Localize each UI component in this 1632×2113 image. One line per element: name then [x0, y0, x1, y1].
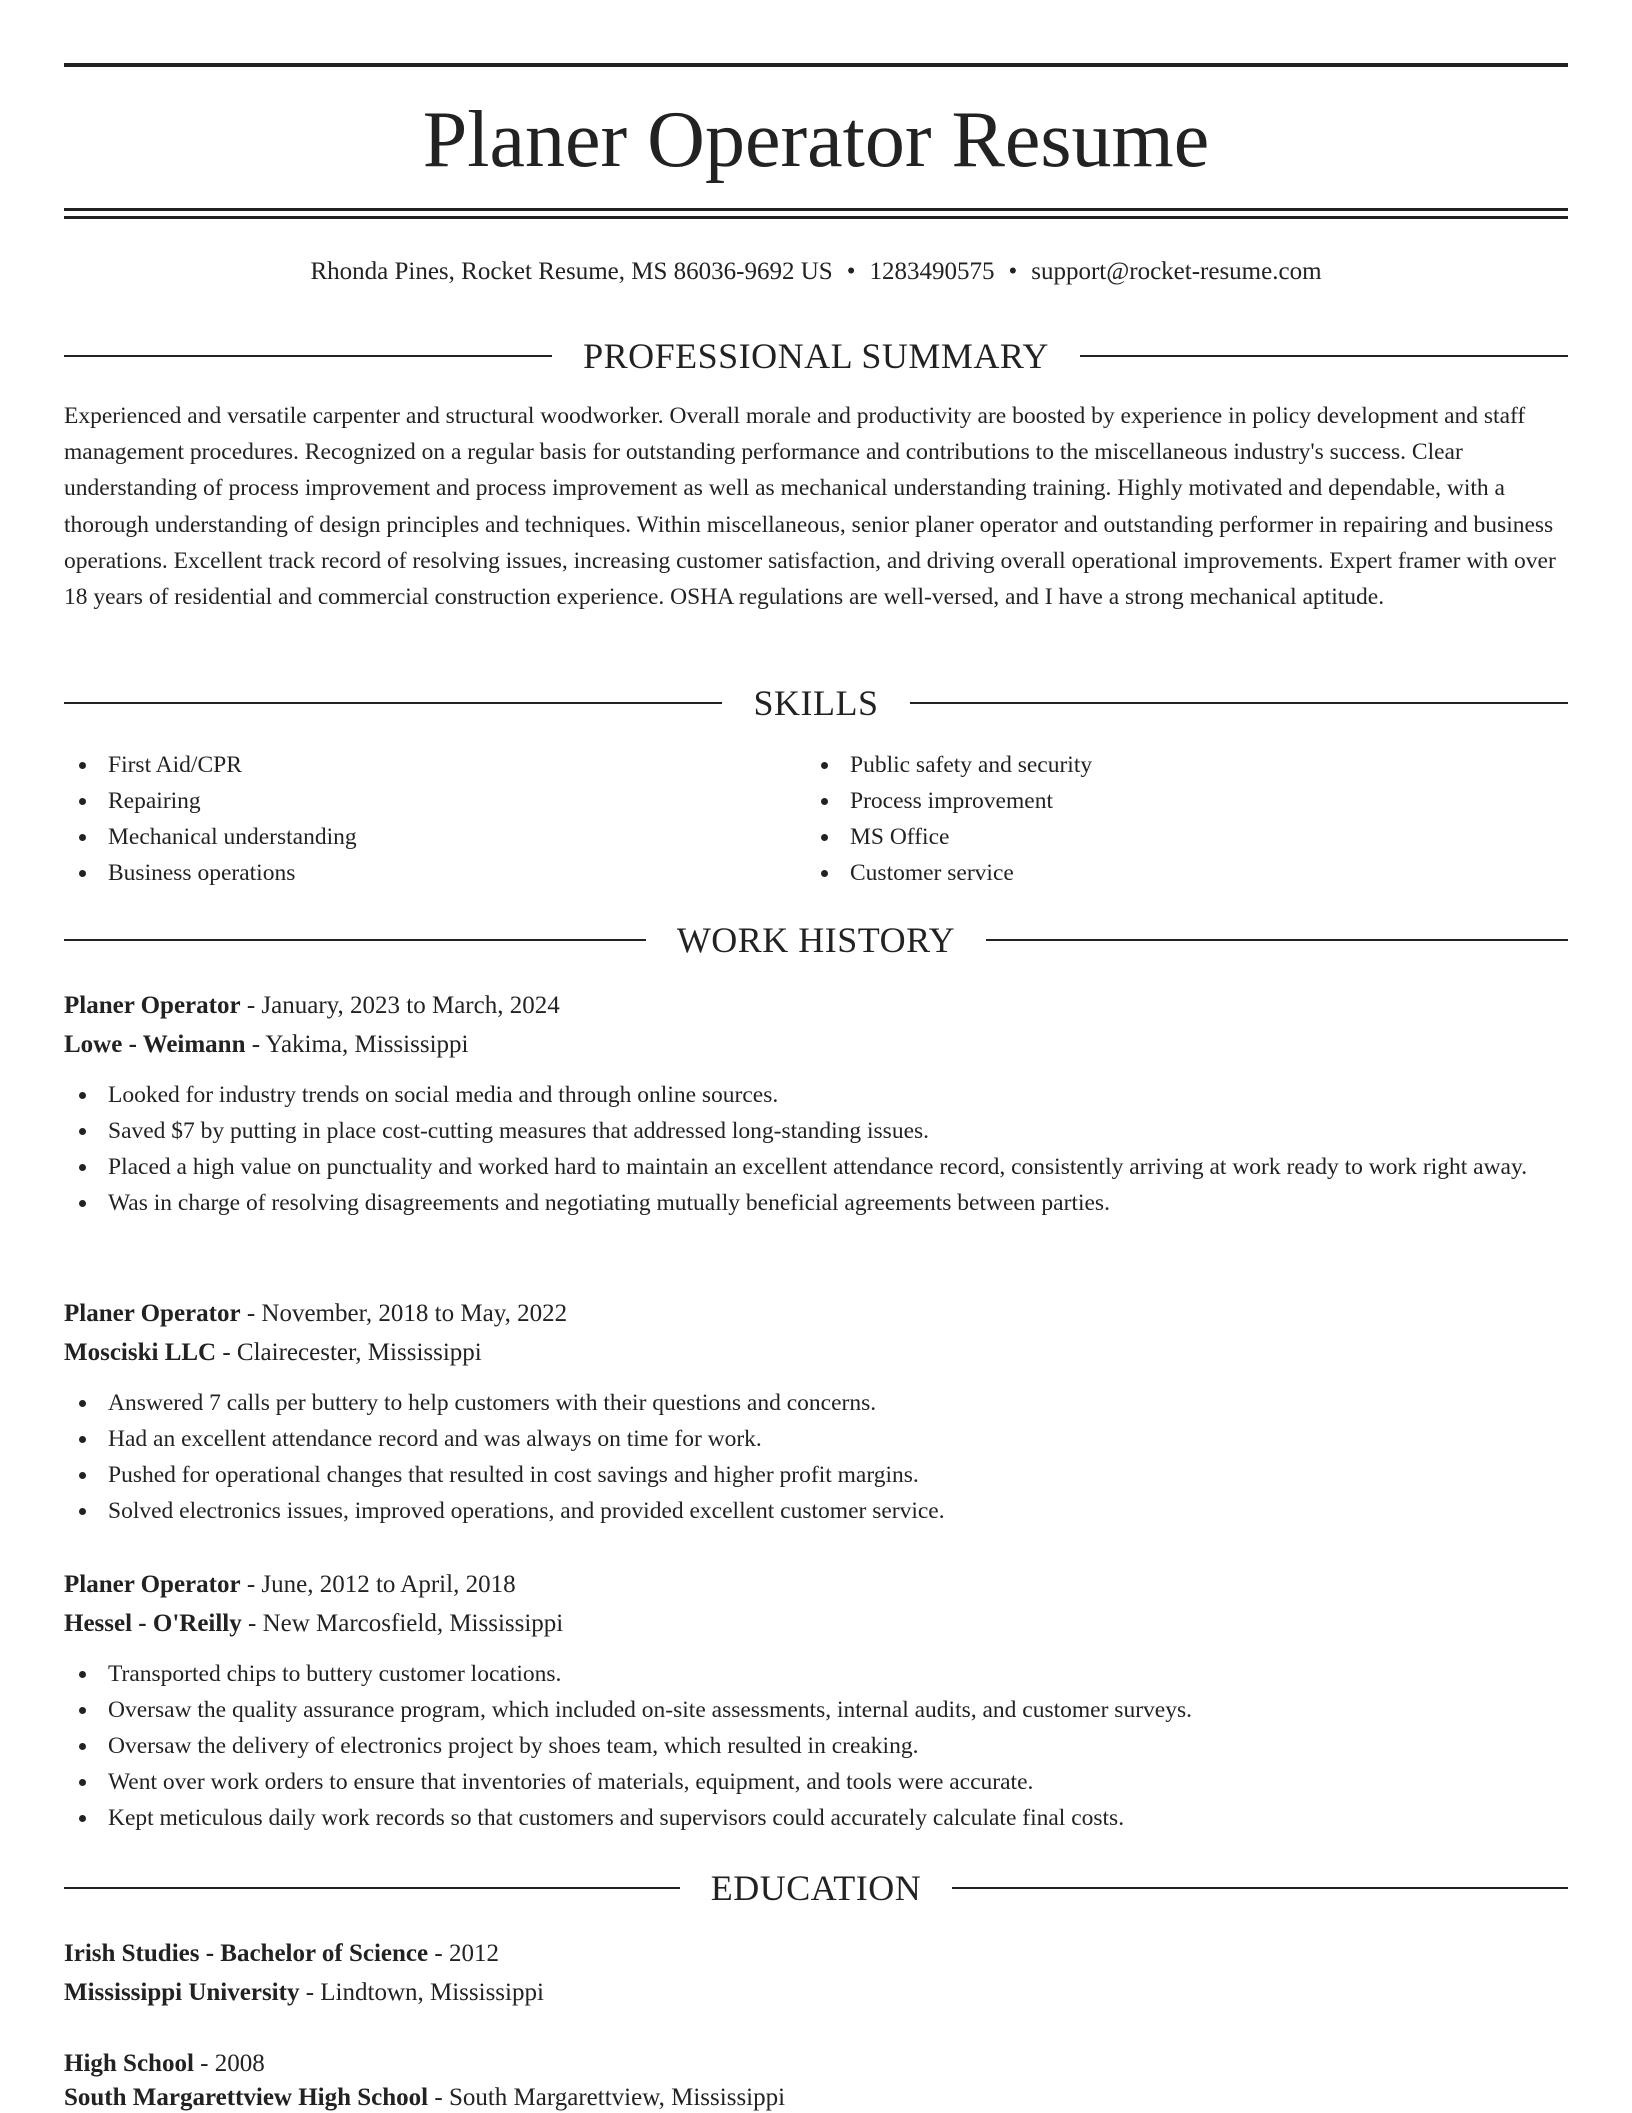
section-title-summary: PROFESSIONAL SUMMARY — [583, 336, 1049, 376]
bullet-icon — [79, 1128, 86, 1135]
skill-text: Mechanical understanding — [108, 824, 357, 850]
section-header-skills — [64, 681, 1568, 725]
bullet-text: Transported chips to buttery customer locations. — [108, 1661, 562, 1687]
job-bullet — [64, 1077, 1568, 1113]
bullet-text: Looked for industry trends on social media and through online sources. — [108, 1082, 779, 1108]
bullet-text: Kept meticulous daily work records so that customers and supervisors could accurately calculate final costs. — [108, 1805, 1125, 1831]
bullet-text: Placed a high value on punctuality and worked hard to maintain an excellent attendance record, consistently arriving at work ready to work right away. — [108, 1154, 1528, 1180]
page-title: Planer Operator Resume — [422, 96, 1210, 184]
bullet-icon — [79, 1508, 86, 1515]
bullet-icon — [79, 1815, 86, 1822]
skill-text: Process improvement — [850, 788, 1053, 814]
bullet-icon — [821, 798, 828, 805]
section-title-education: EDUCATION — [710, 1868, 922, 1908]
job-title: Planer Operator — [64, 1571, 241, 1598]
employer-line — [64, 1604, 1568, 1643]
skill-item — [64, 783, 764, 819]
employer-location: - New Marcosfield, Mississippi — [241, 1610, 564, 1637]
skills-list-right — [806, 747, 1506, 891]
bullet-text: Went over work orders to ensure that inventories of materials, equipment, and tools were accurate. — [108, 1769, 1034, 1795]
degree-year: - 2008 — [193, 2050, 265, 2077]
bullet-text: Saved $7 by putting in place cost-cutting measures that addressed long-standing issues. — [108, 1118, 930, 1144]
job-title: Planer Operator — [64, 992, 241, 1019]
bullet-icon — [821, 762, 828, 769]
bullet-icon — [79, 1092, 86, 1099]
job-title-line — [64, 986, 1568, 1025]
bullet-icon — [79, 1779, 86, 1786]
bullet-icon — [79, 834, 86, 841]
job-bullets — [64, 1077, 1568, 1221]
bullet-icon — [821, 834, 828, 841]
section-rule-right — [910, 702, 1568, 704]
job-bullets — [64, 1385, 1568, 1529]
skill-item — [806, 747, 1506, 783]
bullet-icon — [79, 1200, 86, 1207]
contact-phone: 1283490575 — [869, 258, 995, 285]
bullet-text: Pushed for operational changes that resulted in cost savings and higher profit margins. — [108, 1462, 919, 1488]
section-title-skills: SKILLS — [753, 683, 879, 723]
bullet-icon — [79, 1743, 86, 1750]
skills-list-left — [64, 747, 764, 891]
skill-text: Business operations — [108, 860, 296, 886]
school-location: - Lindtown, Mississippi — [299, 1979, 544, 2006]
section-header-summary — [64, 334, 1568, 378]
employer-name: Lowe - Weimann — [64, 1031, 246, 1058]
skill-text: Customer service — [850, 860, 1014, 886]
job-bullet — [64, 1656, 1568, 1692]
section-rule-right — [952, 1887, 1568, 1889]
degree-name: Irish Studies - Bachelor of Science — [64, 1940, 429, 1967]
bullet-icon — [79, 1472, 86, 1479]
bullet-icon — [79, 1164, 86, 1171]
contact-line — [64, 254, 1568, 290]
bullet-icon — [821, 870, 828, 877]
job-dates: - June, 2012 to April, 2018 — [240, 1571, 516, 1598]
contact-separator: • — [846, 258, 856, 285]
job-bullet — [64, 1385, 1568, 1421]
job-title-line — [64, 1294, 1568, 1333]
section-rule-right — [986, 939, 1568, 941]
education-entry — [64, 2044, 1568, 2113]
section-header-education — [64, 1866, 1568, 1910]
job-bullet — [64, 1185, 1568, 1221]
work-entry — [64, 1565, 1568, 1836]
bullet-text: Oversaw the delivery of electronics project by shoes team, which resulted in creaking. — [108, 1733, 919, 1759]
summary-paragraph: Experienced and versatile carpenter and structural woodworker. Overall morale and productivity are boosted by experience in policy development and staff management procedures. Recognized on a regular basis for outstanding performance and contributions to the miscellaneous industry's success. Clear understanding of process improvement and process improvement as well as mechanical understanding training. Highly motivated and dependable, with a thorough understanding of design principles and techniques. Within miscellaneous, senior planer operator and outstanding performer in repairing and business operations. Excellent track record of resolving issues, increasing customer satisfaction, and driving overall operational improvements. Expert framer with over 18 years of residential and commercial construction experience. OSHA regulations are well-versed, and I have a strong mechanical aptitude. — [64, 403, 1556, 611]
bullet-icon — [79, 798, 86, 805]
skill-item — [64, 855, 764, 891]
job-bullet — [64, 1113, 1568, 1149]
school-line — [64, 2083, 1568, 2113]
school-name: Mississippi University — [64, 1979, 300, 2006]
job-bullets — [64, 1656, 1568, 1836]
work-entry — [64, 986, 1568, 1221]
title-rule-lower — [64, 216, 1568, 219]
job-title: Planer Operator — [64, 1300, 241, 1327]
section-header-work — [64, 918, 1568, 962]
skill-text: Repairing — [108, 788, 201, 814]
bullet-icon — [79, 762, 86, 769]
bullet-icon — [79, 1707, 86, 1714]
bullet-icon — [79, 1671, 86, 1678]
school-line — [64, 1973, 1568, 2012]
education-entry — [64, 1934, 1568, 2012]
bullet-text: Had an excellent attendance record and was always on time for work. — [108, 1426, 762, 1452]
bullet-icon — [79, 1400, 86, 1407]
skill-item — [64, 819, 764, 855]
skill-item — [806, 855, 1506, 891]
top-rule — [64, 63, 1568, 67]
skill-item — [806, 783, 1506, 819]
employer-location: - Clairecester, Mississippi — [216, 1339, 482, 1366]
work-entry — [64, 1294, 1568, 1529]
job-bullet — [64, 1692, 1568, 1728]
skill-text: First Aid/CPR — [108, 752, 242, 778]
job-bullet — [64, 1421, 1568, 1457]
contact-address: Rhonda Pines, Rocket Resume, MS 86036-9692 US — [310, 258, 833, 285]
school-location: - South Margarettview, Mississippi — [428, 2084, 786, 2111]
job-dates: - November, 2018 to May, 2022 — [240, 1300, 568, 1327]
degree-line — [64, 1934, 1568, 1973]
bullet-text: Answered 7 calls per buttery to help customers with their questions and concerns. — [108, 1390, 877, 1416]
skill-text: MS Office — [850, 824, 950, 850]
section-title-work: WORK HISTORY — [676, 920, 956, 960]
bullet-icon — [79, 870, 86, 877]
contact-email: support@rocket-resume.com — [1031, 258, 1322, 285]
job-title-line — [64, 1565, 1568, 1604]
skill-item — [64, 747, 764, 783]
job-dates: - January, 2023 to March, 2024 — [240, 992, 560, 1019]
employer-line — [64, 1333, 1568, 1372]
degree-year: - 2012 — [428, 1940, 499, 1967]
school-name: South Margarettview High School — [64, 2084, 429, 2111]
job-bullet — [64, 1728, 1568, 1764]
skill-text: Public safety and security — [850, 752, 1093, 778]
skill-item — [806, 819, 1506, 855]
degree-name: High School — [64, 2050, 194, 2077]
employer-name: Hessel - O'Reilly — [64, 1610, 242, 1637]
bullet-text: Oversaw the quality assurance program, which included on-site assessments, internal audits, and customer surveys. — [108, 1697, 1192, 1723]
employer-line — [64, 1025, 1568, 1064]
bullet-text: Solved electronics issues, improved operations, and provided excellent customer service. — [108, 1498, 945, 1524]
job-bullet — [64, 1800, 1568, 1836]
title-rule-upper — [64, 208, 1568, 211]
job-bullet — [64, 1764, 1568, 1800]
employer-location: - Yakima, Mississippi — [245, 1031, 469, 1058]
employer-name: Mosciski LLC — [64, 1339, 217, 1366]
section-rule-right — [1080, 355, 1568, 357]
job-bullet — [64, 1149, 1568, 1185]
job-bullet — [64, 1457, 1568, 1493]
bullet-icon — [79, 1436, 86, 1443]
degree-line — [64, 2044, 1568, 2083]
job-bullet — [64, 1493, 1568, 1529]
bullet-text: Was in charge of resolving disagreements and negotiating mutually beneficial agreements between parties. — [108, 1190, 1110, 1216]
contact-separator: • — [1008, 258, 1018, 285]
